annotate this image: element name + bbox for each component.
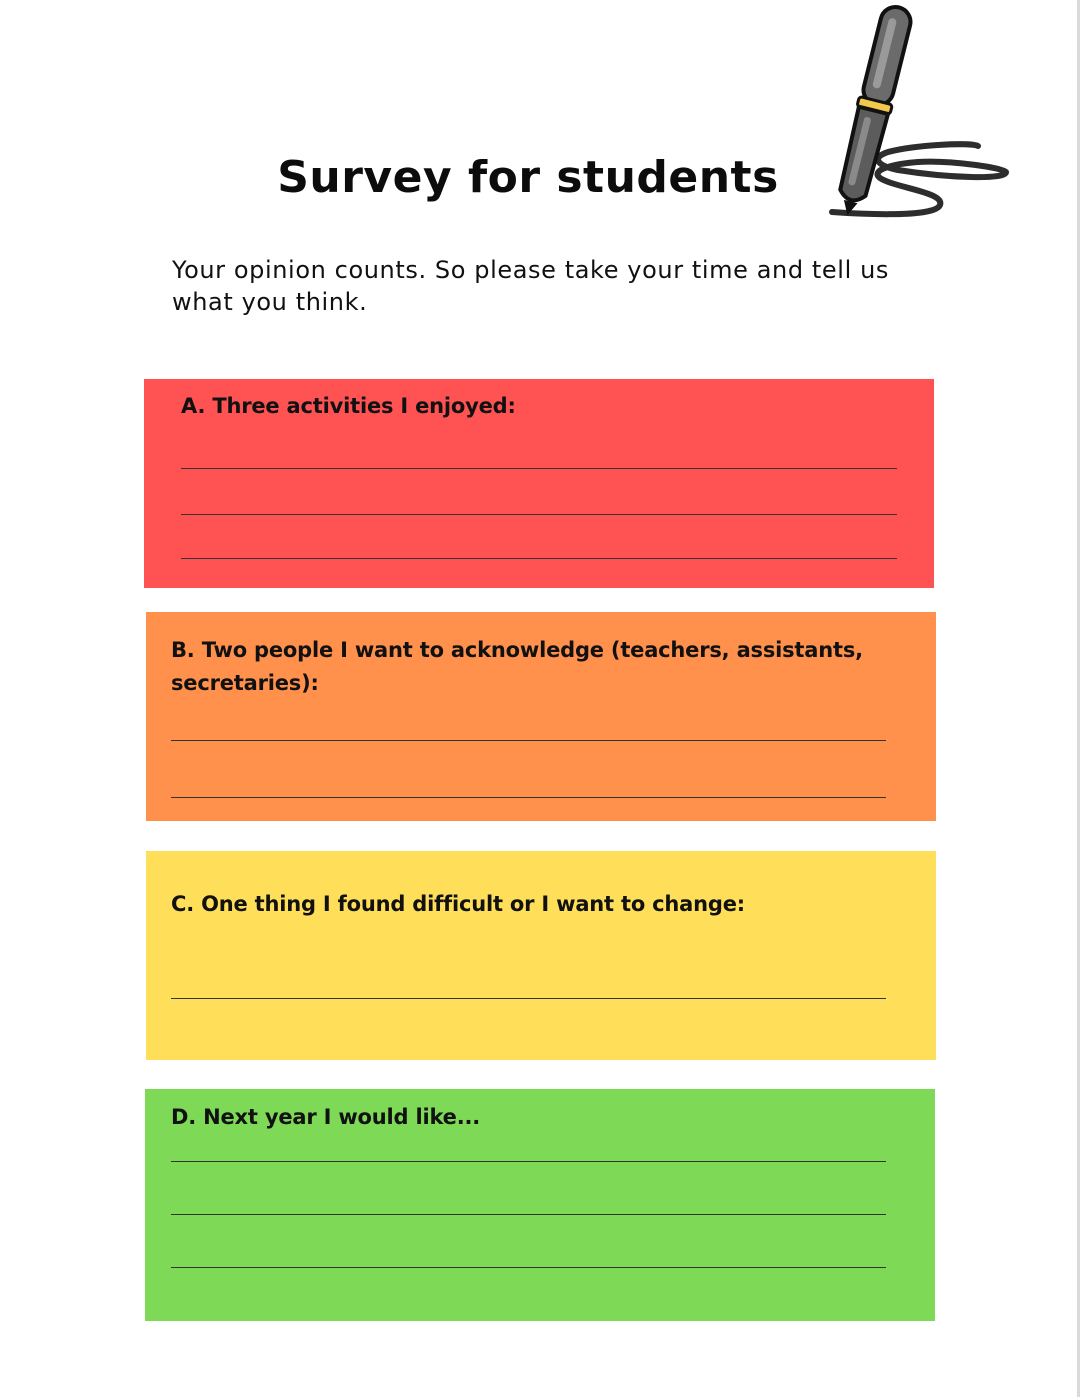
section-d-answer-line[interactable] [171,1161,886,1162]
section-a-panel [144,379,934,588]
section-c-panel [146,851,936,1060]
section-a-answer-line[interactable] [181,558,897,559]
intro-text: Your opinion counts. So please take your time and tell us what you think. [172,256,889,316]
section-a-answer-line[interactable] [181,514,897,515]
section-d-answer-line[interactable] [171,1214,886,1215]
section-c-heading: C. One thing I found difficult or I want to change: [171,892,745,916]
section-d-heading: D. Next year I would like... [171,1105,481,1129]
section-b-heading: B. Two people I want to acknowledge (teachers, assistants, secretaries): [171,638,863,695]
section-b-panel [146,612,936,821]
section-b-answer-line[interactable] [171,740,886,741]
page-title: Survey for students [277,152,779,203]
section-d-panel [145,1089,935,1321]
pen-writing-icon [800,0,1015,230]
section-b-answer-line[interactable] [171,797,886,798]
section-c-answer-line[interactable] [171,998,886,999]
section-d-answer-line[interactable] [171,1267,886,1268]
section-a-answer-line[interactable] [181,468,897,469]
section-a-heading: A. Three activities I enjoyed: [181,394,516,418]
